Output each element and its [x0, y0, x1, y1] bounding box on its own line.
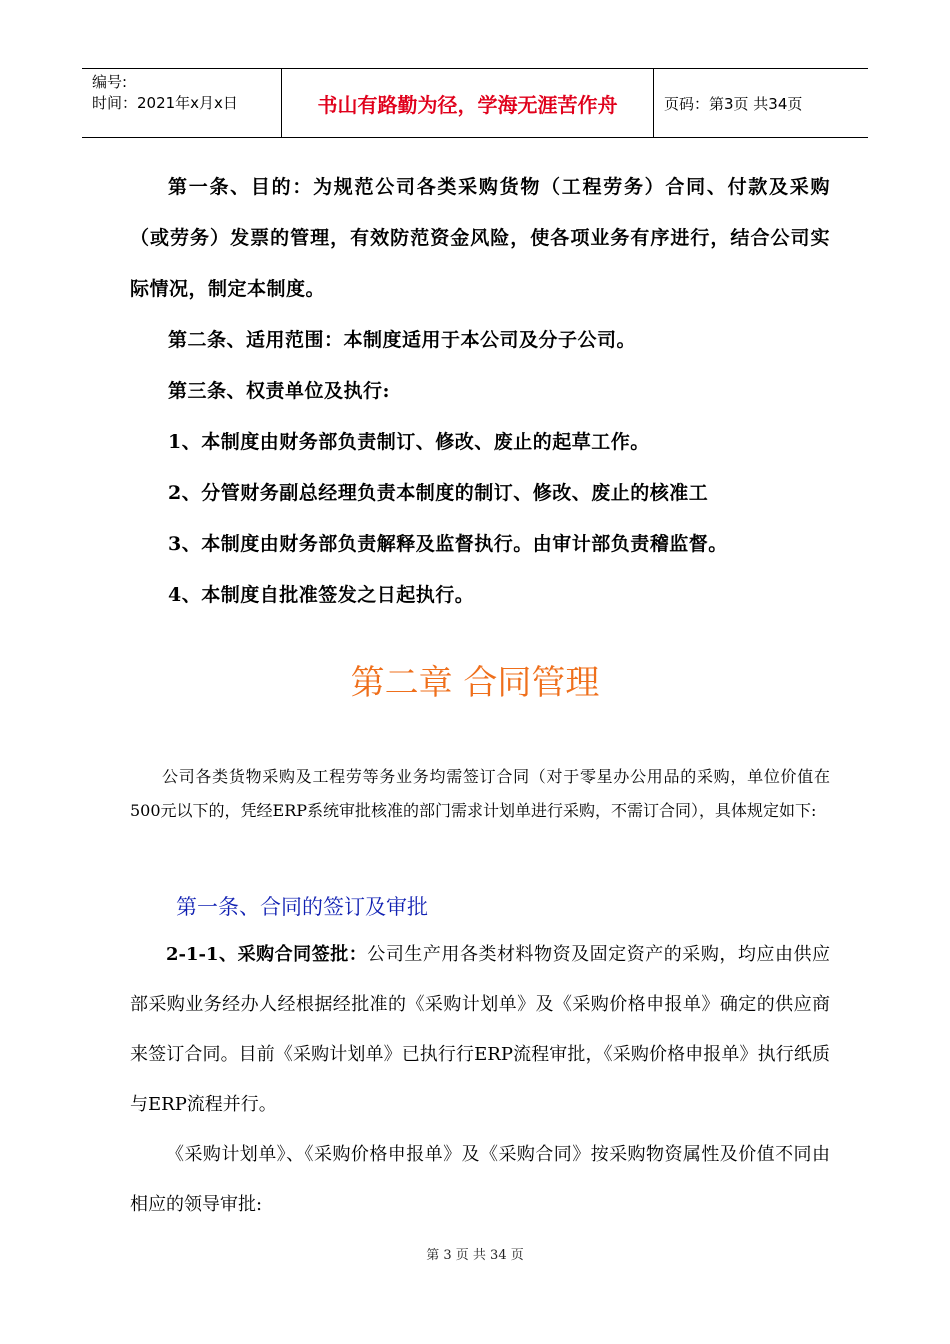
chapter-title: 第二章 合同管理: [350, 663, 600, 703]
header-page-info: 页码：第3页 共34页: [664, 94, 803, 113]
subheading-contract-signing: 第一条、合同的签订及审批: [176, 895, 428, 919]
article-responsibility: 第三条、权责单位及执行:: [168, 380, 391, 402]
page-footer: 第 3 页 共 34 页: [426, 1248, 524, 1263]
article-purpose: 第一条、目的：为规范公司各类采购货物（工程劳务）合同、付款及采购（或劳务）发票的管理，有效防范资金风险，使各项业务有序进行，结合公司实际情况，制定本制度。: [130, 176, 830, 300]
clause-paragraph: [130, 930, 830, 1130]
clause-label: 2-1-1、采购合同签批：: [166, 944, 368, 965]
page-header: [82, 68, 868, 138]
header-meta: [82, 69, 282, 137]
section-contract-approval: [130, 930, 830, 1230]
document-date: 时间：2021年x月x日: [92, 94, 238, 112]
clause-text: 公司生产用各类材料物资及固定资产的采购，均应由供应部采购业务经办人经根据经批准的《采购计划单》及《采购价格申报单》确定的供应商来签订合同。目前《采购计划单》已执行行ERP流程审批，《采购价格申报单》执行纸质与ERP流程并行。: [130, 944, 831, 1115]
document-number-label: 编号:: [92, 73, 128, 91]
article-scope: 第二条、适用范围：本制度适用于本公司及分子公司。: [168, 329, 637, 351]
responsibility-item-1: 1、本制度由财务部负责制订、修改、废止的起草工作。: [168, 431, 650, 453]
intro-paragraph: 公司各类货物采购及工程劳等务业务均需签订合同（对于零星办公用品的采购，单位价值在500元以下的，凭经ERP系统审批核准的部门需求计划单进行采购，不需订合同），具体规定如下:: [130, 767, 830, 820]
header-motto: 书山有路勤为径，学海无涯苦作舟: [282, 69, 654, 137]
responsibility-item-4: 4、本制度自批准签发之日起执行。: [168, 584, 475, 606]
section-general-provisions: [130, 162, 830, 621]
clause-followup: 《采购计划单》、《采购价格申报单》及《采购合同》按采购物资属性及价值不同由相应的领导审批:: [130, 1144, 830, 1215]
responsibility-item-3: 3、本制度由财务部负责解释及监督执行。由审计部负责稽监督。: [168, 533, 728, 555]
responsibility-item-2: 2、分管财务副总经理负责本制度的制订、修改、废止的核准工: [168, 482, 709, 504]
chapter-intro: [130, 760, 830, 828]
